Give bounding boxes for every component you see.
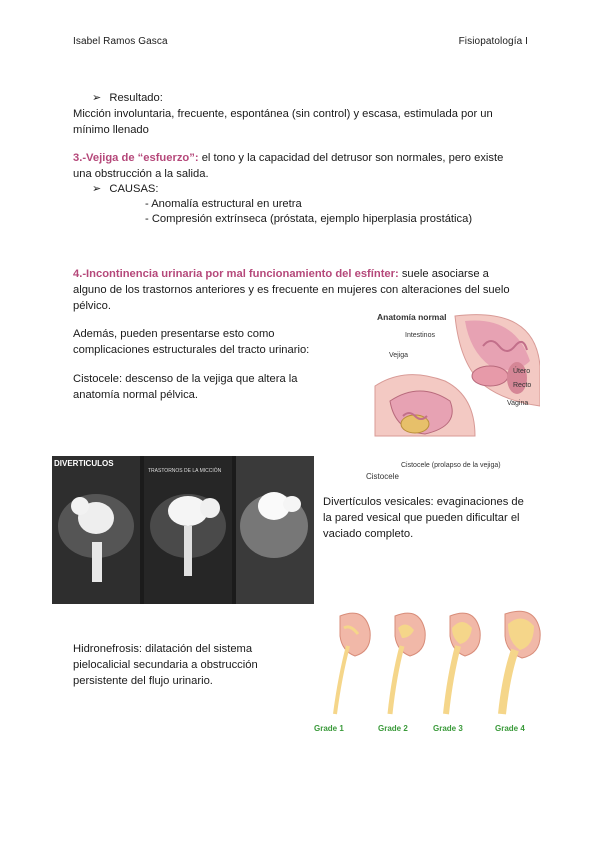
diverticulos-subtitle: TRASTORNOS DE LA MICCIÓN bbox=[148, 468, 222, 474]
label-vagina: Vagina bbox=[507, 400, 529, 407]
diverticulos-title: DIVERTICULOS bbox=[54, 459, 114, 468]
grade-2-label: Grade 2 bbox=[378, 724, 408, 733]
section3-cause-1: - Anomalía estructural en uretra bbox=[145, 198, 302, 210]
kidney-grade-3 bbox=[446, 613, 480, 714]
diverticulos-xray bbox=[52, 456, 314, 604]
result-label: Resultado: bbox=[109, 92, 163, 104]
cistocele-illustration bbox=[365, 306, 540, 476]
hydronephrosis-grades-illustration bbox=[310, 606, 555, 716]
label-vejiga: Vejiga bbox=[389, 352, 409, 359]
section3-cause-2: - Compresión extrínseca (próstata, ejemplo hiperplasia prostática) bbox=[145, 213, 473, 225]
diverticulos-text: Divertículos vesicales: evaginaciones de la pared vesical que pueden dificultar el vaciado completo. bbox=[323, 496, 524, 540]
kidney-grade-1 bbox=[335, 613, 370, 714]
anatomy-title: Anatomía normal bbox=[377, 312, 447, 322]
grade-4-label: Grade 4 bbox=[495, 724, 525, 733]
section4-title: 4.-Incontinencia urinaria por mal funcionamiento del esfínter: bbox=[73, 268, 399, 280]
cistocele-inner-caption: Cistocele (prolapso de la vejiga) bbox=[401, 462, 501, 469]
header-subject: Fisiopatología I bbox=[458, 36, 528, 47]
section3-title: 3.-Vejiga de “esfuerzo”: bbox=[73, 152, 199, 164]
grade-1-label: Grade 1 bbox=[314, 724, 344, 733]
arrow-bullet-icon: ➢ bbox=[92, 183, 102, 195]
section4-text: suele asociarse a alguno de los trastornos anteriores y es frecuente en mujeres con alteraciones del suelo pélvico. bbox=[73, 268, 510, 312]
hydronephrosis-figure bbox=[310, 606, 555, 736]
result-bullet bbox=[92, 90, 163, 106]
section3-causes-label: CAUSAS: bbox=[109, 183, 159, 195]
diverticulos-figure bbox=[52, 456, 314, 604]
arrow-bullet-icon: ➢ bbox=[92, 92, 102, 104]
section3-text: el tono y la capacidad del detrusor son normales, pero existe una obstrucción a la salida. bbox=[73, 152, 504, 180]
cistocele-figure bbox=[365, 306, 540, 476]
label-intestinos: Intestinos bbox=[405, 332, 435, 339]
grade-3-label: Grade 3 bbox=[433, 724, 463, 733]
result-text: Micción involuntaria, frecuente, espontánea (sin control) y escasa, estimulada por un mínimo llenado bbox=[73, 108, 493, 136]
label-utero: Útero bbox=[513, 368, 531, 375]
cistocele-caption: Cistocele bbox=[366, 472, 399, 481]
label-recto: Recto bbox=[513, 382, 532, 389]
hidronefrosis-text: Hidronefrosis: dilatación del sistema pielocalicial secundaria a obstrucción persistente del flujo urinario. bbox=[73, 643, 258, 687]
cistocele-text: Cistocele: descenso de la vejiga que altera la anatomía normal pélvica. bbox=[73, 373, 298, 401]
kidney-grade-4 bbox=[502, 611, 540, 714]
kidney-grade-2 bbox=[390, 613, 425, 714]
complications-intro: Además, pueden presentarse esto como complicaciones estructurales del tracto urinario: bbox=[73, 328, 310, 356]
section3-paragraph bbox=[73, 150, 525, 182]
section3-causes-bullet bbox=[92, 181, 159, 197]
header-author: Isabel Ramos Gasca bbox=[73, 36, 168, 47]
